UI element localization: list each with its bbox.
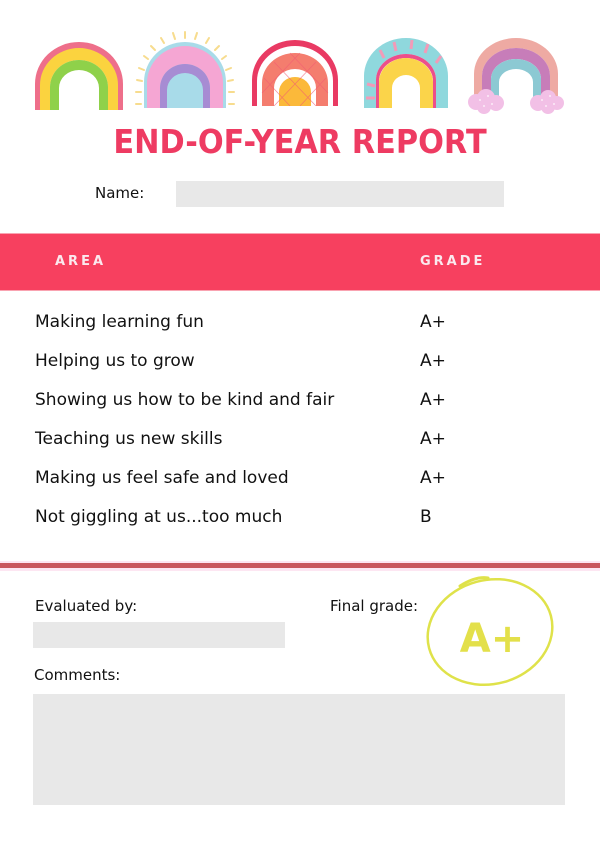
final-grade-value: A+ — [459, 616, 525, 662]
table-row — [35, 351, 455, 375]
grade-cell: A+ — [420, 351, 446, 371]
final-grade-label: Final grade: — [330, 597, 419, 615]
grade-cell: B — [420, 507, 432, 527]
evaluated-by-label: Evaluated by: — [35, 597, 138, 615]
area-cell: Making us feel safe and loved — [35, 468, 289, 488]
area-column-header: AREA — [55, 254, 107, 269]
area-cell: Showing us how to be kind and fair — [35, 390, 335, 410]
table-row — [35, 390, 455, 414]
comments-label: Comments: — [34, 666, 121, 684]
rainbow-patterned-icon — [250, 38, 340, 106]
area-cell: Not giggling at us...too much — [35, 507, 283, 527]
section-divider — [0, 561, 600, 571]
table-header — [0, 233, 600, 291]
grade-cell: A+ — [420, 390, 446, 410]
rainbow-striped-icon — [362, 36, 450, 108]
grade-cell: A+ — [420, 429, 446, 449]
rainbow-decorations — [0, 0, 600, 120]
grade-cell: A+ — [420, 468, 446, 488]
comments-field[interactable] — [33, 694, 565, 805]
area-cell: Helping us to grow — [35, 351, 195, 371]
report-title: END-OF-YEAR REPORT — [113, 122, 487, 161]
evaluated-by-field[interactable] — [33, 622, 285, 648]
table-row — [35, 468, 455, 492]
rainbow-cloud-icon — [466, 36, 566, 114]
area-cell: Making learning fun — [35, 312, 204, 332]
area-cell: Teaching us new skills — [35, 429, 223, 449]
rainbow-icon — [33, 40, 125, 110]
table-row — [35, 507, 455, 531]
table-row — [35, 312, 455, 336]
grade-cell: A+ — [420, 312, 446, 332]
table-row — [35, 429, 455, 453]
final-grade-stamp-icon — [418, 572, 558, 692]
rainbow-sun-icon — [130, 30, 240, 110]
name-field[interactable] — [176, 181, 504, 207]
grade-column-header: GRADE — [420, 254, 486, 269]
name-label: Name: — [95, 184, 145, 202]
